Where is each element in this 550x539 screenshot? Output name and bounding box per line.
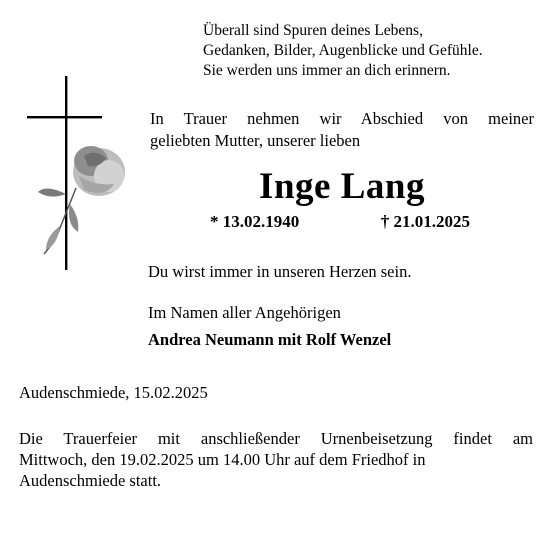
poem-line: Sie werden uns immer an dich erinnern. [203,62,451,79]
death-date: † 21.01.2025 [380,212,470,231]
deceased-name: Inge Lang [259,166,425,207]
signer-names: Andrea Neumann mit Rolf Wenzel [148,330,392,349]
memorial-poem [203,21,533,81]
service-line: Die Trauerfeier mit anschließender Urnenbeisetzung findet am [19,429,533,448]
signers-intro: Im Namen aller Angehörigen [148,303,341,322]
funeral-service-info [19,428,533,491]
rose-icon [38,146,125,254]
life-dates [210,212,470,232]
announcement-line: In Trauer nehmen wir Abschied von meiner [150,109,534,128]
service-line: Audenschmiede statt. [19,471,162,490]
place-and-date: Audenschmiede, 15.02.2025 [19,383,208,402]
poem-line: Überall sind Spuren deines Lebens, [203,22,423,39]
poem-line: Gedanken, Bilder, Augenblicke und Gefühle. [203,42,483,59]
closing-sentence: Du wirst immer in unseren Herzen sein. [148,262,412,281]
announcement-text [150,108,534,152]
service-line: Mittwoch, den 19.02.2025 um 14.00 Uhr auf dem Friedhof in [19,450,426,469]
announcement-line: geliebten Mutter, unserer lieben [150,131,361,150]
cross-and-flower-illustration [24,76,134,272]
birth-date: * 13.02.1940 [210,212,300,231]
